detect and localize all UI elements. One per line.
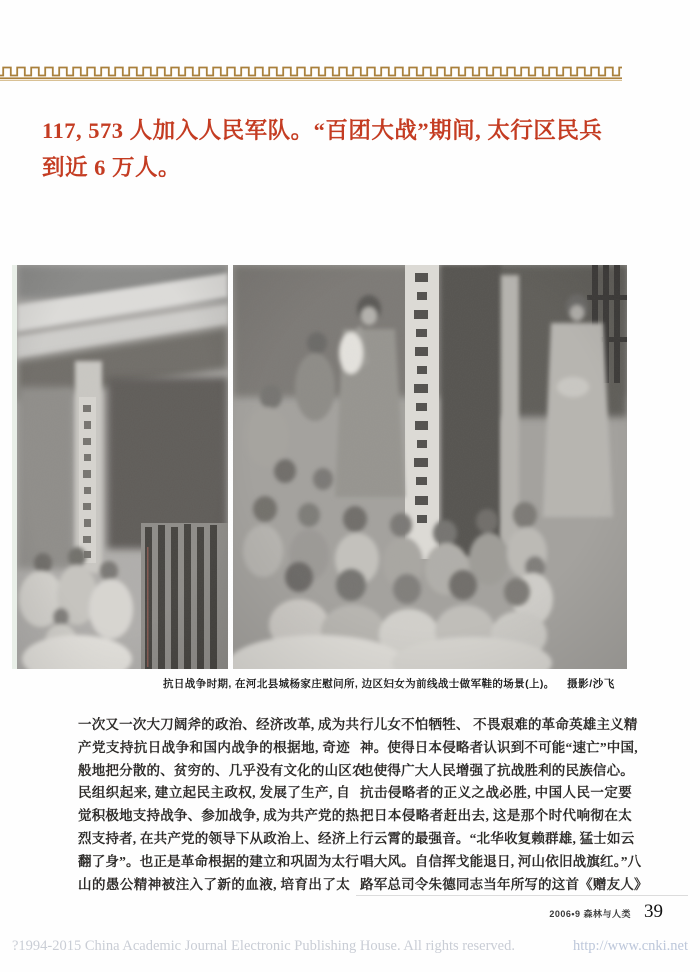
text-line: 民组织起来, 建立起民主政权, 发展了生产, 自: [78, 785, 350, 801]
text-line: 行云霄的最强音。“北华收复赖群雄, 猛士如云: [360, 830, 635, 846]
footer: [549, 901, 663, 923]
text-line: 把日本侵略者赶出去, 这是那个时代响彻在太: [360, 808, 632, 824]
text-line: 也使得广大人民增强了抗战胜利的民族信心。: [360, 762, 634, 778]
page-number: 39: [644, 901, 663, 922]
text-line: 路军总司令朱德同志当年所写的这首《赠友人》: [360, 876, 648, 892]
historical-photo: [17, 265, 627, 669]
text-line: 翻了身”。也正是革命根据的建立和巩固为太行: [78, 853, 359, 869]
watermark: [12, 938, 688, 955]
text-line: 烈支持者, 在共产党的领导下从政治上、经济上: [78, 830, 360, 846]
photo-illustration: [17, 265, 627, 669]
watermark-url: http://www.cnki.net: [572, 938, 688, 954]
photo-credit: 摄影/沙飞: [567, 678, 615, 690]
text-line: 行儿女不怕牺牲、 不畏艰难的革命英雄主义精: [360, 717, 638, 732]
watermark-text: ?1994-2015 China Academic Journal Electronic Publishing House. All rights reserved.: [12, 938, 515, 954]
text-line: 唱大风。自信挥戈能退日, 河山依旧战旗红。”八: [360, 853, 642, 869]
photo-caption-row: [17, 676, 627, 691]
text-line: 产党支持抗日战争和国内战争的根据地, 奇迹: [78, 739, 350, 755]
headline: [42, 112, 664, 186]
photo-caption: 抗日战争时期, 在河北县城杨家庄慰问所, 边区妇女为前线战士做军鞋的场景(上)。: [163, 678, 555, 690]
footer-divider: [356, 895, 688, 896]
text-line: 山的愚公精神被注入了新的血液, 培育出了太: [78, 876, 350, 892]
decorative-meander-border: [0, 64, 622, 81]
text-line: 觉积极地支持战争、参加战争, 成为共产党的热: [78, 808, 360, 824]
text-line: 抗击侵略者的正义之战必胜, 中国人民一定要: [360, 785, 632, 801]
article-left-column: [78, 714, 366, 896]
text-line: 般地把分散的、贫穷的、几乎没有文化的山区农: [78, 762, 366, 778]
article-right-column: [360, 714, 648, 896]
article-body: [78, 714, 648, 896]
journal-issue-label: 2006•9 森林与人类: [549, 909, 631, 919]
text-line: 神。使得日本侵略者认识到不可能“速亡”中国,: [360, 739, 638, 755]
text-line: 一次又一次大刀阔斧的政治、经济改革, 成为共: [78, 717, 360, 732]
headline-line2: 到近 6 万人。: [42, 155, 182, 180]
headline-line1: 117, 573 人加入人民军队。“百团大战”期间, 太行区民兵: [42, 118, 603, 143]
